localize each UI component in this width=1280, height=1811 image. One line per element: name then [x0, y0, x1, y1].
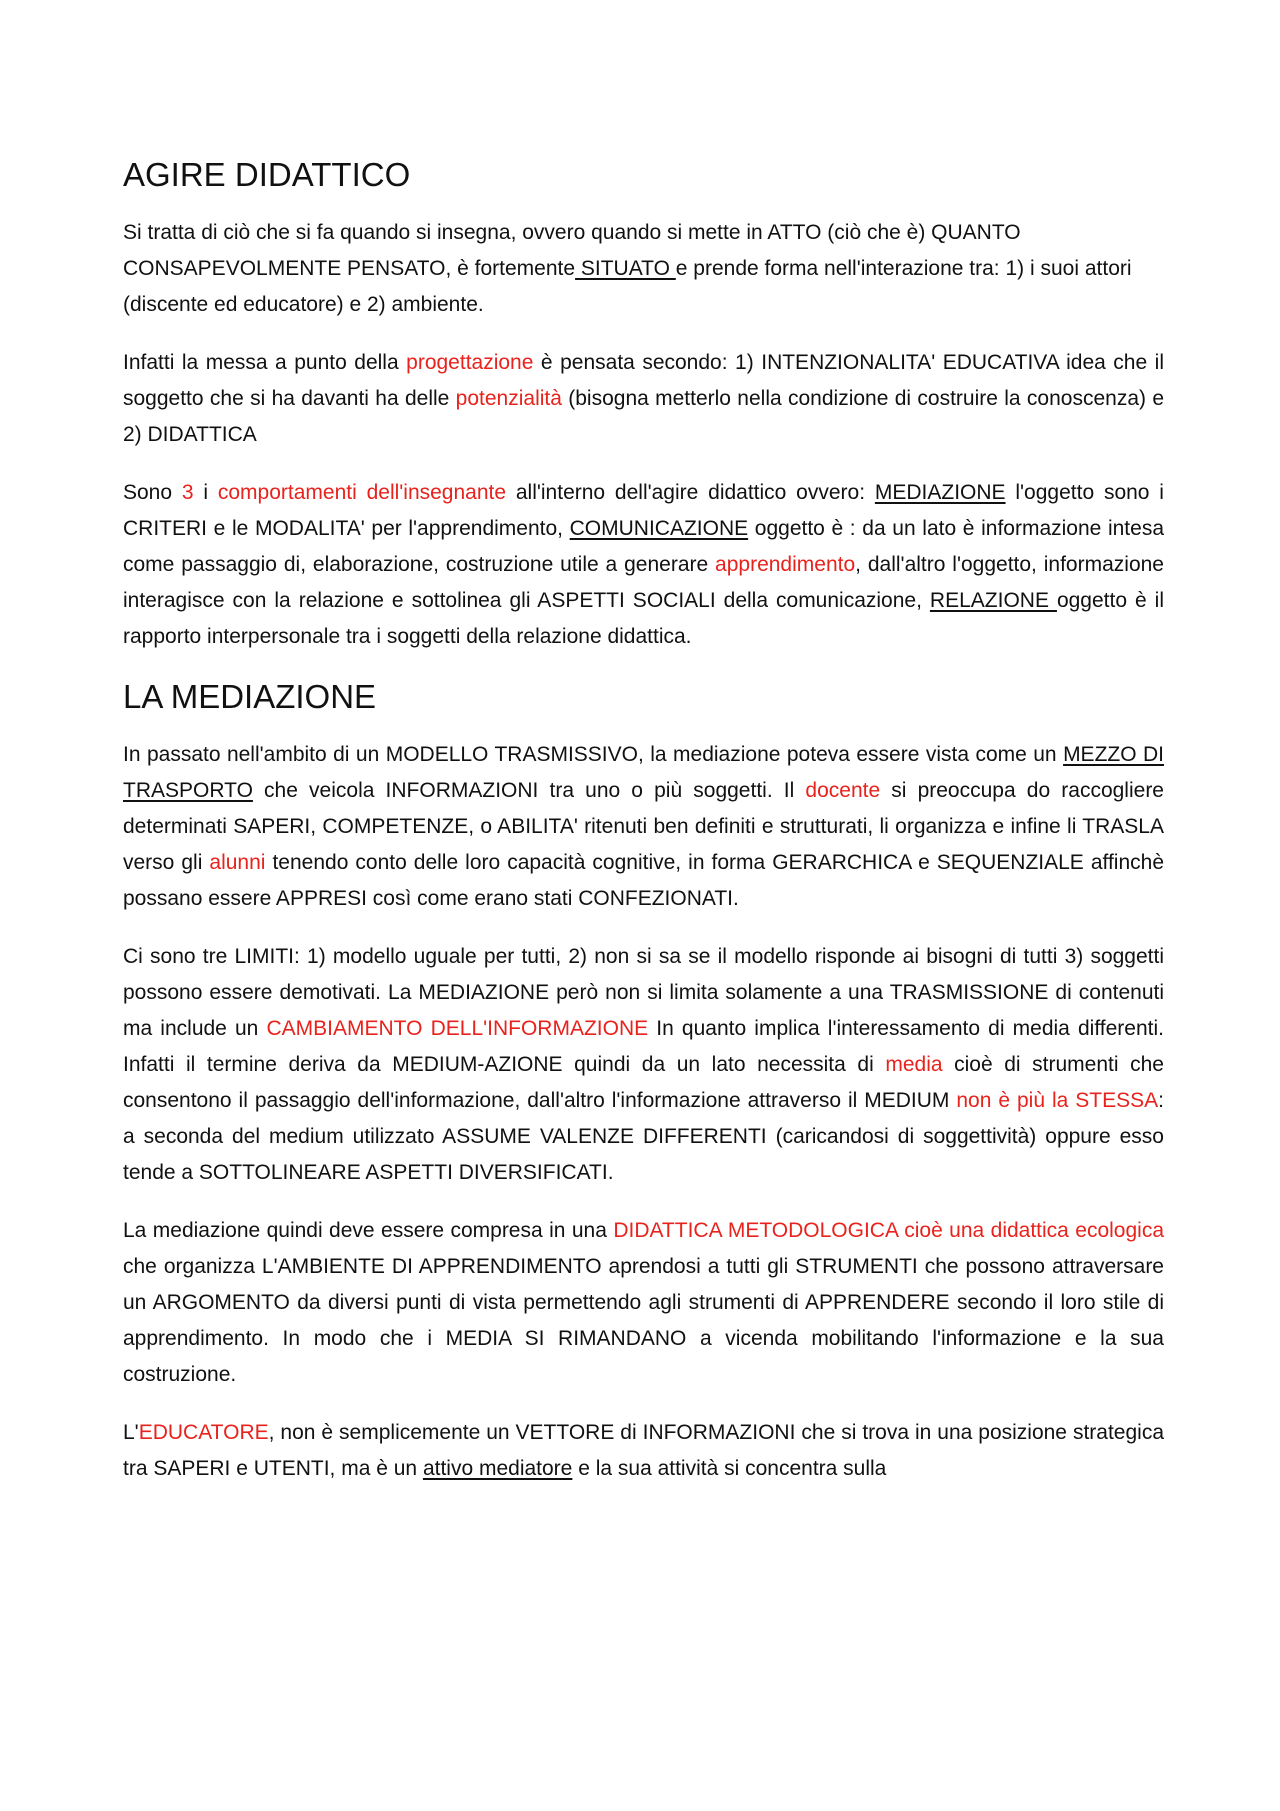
text-run: Sono	[123, 481, 182, 504]
text-run: all'interno dell'agire didattico ovvero:	[506, 481, 875, 504]
highlighted-term: apprendimento	[715, 553, 856, 576]
highlighted-term: comportamenti dell'insegnante	[217, 481, 507, 504]
text-run: si preoccupa do raccogliere determinati SAPERI, COMPETENZE, o ABILITA' ritenuti ben definiti e strutturati, li organizza e infine li TRASLA verso gli	[123, 779, 1164, 874]
heading-agire-didattico: AGIRE DIDATTICO	[123, 156, 411, 193]
text-run: , non è semplicemente un VETTORE di INFORMAZIONI che si trova in una posizione strategica tra SAPERI e UTENTI, ma è un	[123, 1421, 1164, 1480]
text-run: In quanto implica l'interessamento di media differenti. Infatti il termine deriva da MEDIUM-AZIONE quindi da un lato necessita di	[123, 1017, 1164, 1076]
underlined-term: SITUATO	[575, 257, 676, 280]
text-run: che organizza L'AMBIENTE DI APPRENDIMENTO aprendosi a tutti gli STRUMENTI che possono attraversare un ARGOMENTO da diversi punti di vista permettendo agli strumenti di APPRENDERE secondo il loro stile di apprendimento. In modo che i MEDIA SI RIMANDANO a vicenda mobilitando l'informazione e la sua costruzione.	[123, 1255, 1164, 1386]
text-run: La mediazione quindi deve essere compresa in una	[123, 1219, 614, 1242]
text-run: è pensata secondo: 1) INTENZIONALITA' EDUCATIVA idea che il soggetto che si ha davanti ha delle	[123, 351, 1164, 410]
paragraph-didattica-metodologica	[123, 1213, 1164, 1393]
text-run: , dall'altro l'oggetto, informazione interagisce con la relazione e sottolinea gli ASPETTI SOCIALI della comunicazione,	[123, 553, 1164, 612]
underlined-term: attivo mediatore	[422, 1457, 573, 1480]
highlighted-term: DIDATTICA METODOLOGICA cioè una didattica ecologica	[613, 1219, 1165, 1242]
paragraph-comportamenti	[123, 475, 1164, 655]
text-run: tenendo conto delle loro capacità cognitive, in forma GERARCHICA e SEQUENZIALE affinchè possano essere APPRESI così come erano stati CONFEZIONATI.	[123, 851, 1164, 910]
text-run: Si tratta di ciò che si fa quando si insegna, ovvero quando si mette in ATTO (ciò che è) QUANTO CONSAPEVOLMENTE PENSATO, è fortemente	[123, 221, 1021, 280]
highlighted-term: media	[885, 1053, 943, 1076]
text-run: i	[193, 481, 218, 504]
underlined-term: RELAZIONE	[929, 589, 1057, 612]
text-run: oggetto è : da un lato è informazione intesa come passaggio di, elaborazione, costruzione utile a generare	[123, 517, 1165, 576]
underlined-term: COMUNICAZIONE	[569, 517, 749, 540]
text-run: che veicola INFORMAZIONI tra uno o più soggetti. Il	[252, 779, 806, 802]
highlighted-term: progettazione	[406, 351, 534, 374]
highlighted-term: CAMBIAMENTO DELL'INFORMAZIONE	[266, 1017, 649, 1040]
heading-la-mediazione: LA MEDIAZIONE	[123, 678, 377, 715]
text-run: Ci sono tre LIMITI: 1) modello uguale per tutti, 2) non si sa se il modello risponde ai bisogni di tutti 3) soggetti possono essere demotivati. La MEDIAZIONE però non si limita solamente a una TRASMISSIONE di contenuti ma include un	[123, 945, 1164, 1040]
text-run: e prende forma nell'interazione tra: 1) i suoi attori (discente ed educatore) e 2) ambiente.	[123, 257, 1132, 316]
highlighted-term: 3	[181, 481, 194, 504]
highlighted-term: non è più la STESSA	[956, 1089, 1159, 1112]
highlighted-term: docente	[805, 779, 881, 802]
text-run: oggetto è il rapporto interpersonale tra i soggetti della relazione didattica.	[123, 589, 1164, 648]
highlighted-term: EDUCATORE	[138, 1421, 269, 1444]
underlined-term: MEDIAZIONE	[874, 481, 1006, 504]
text-run: L'	[123, 1421, 139, 1444]
underlined-term: MEZZO DI TRASPORTO	[123, 743, 1164, 802]
paragraph-definition	[123, 215, 1164, 323]
text-run: (bisogna metterlo nella condizione di costruire la conoscenza) e 2) DIDATTICA	[123, 387, 1164, 446]
highlighted-term: alunni	[209, 851, 266, 874]
text-run: l'oggetto sono i CRITERI e le MODALITA' per l'apprendimento,	[123, 481, 1164, 540]
paragraph-limiti	[123, 939, 1164, 1191]
highlighted-term: potenzialità	[455, 387, 562, 410]
text-run: : a seconda del medium utilizzato ASSUME VALENZE DIFFERENTI (caricandosi di soggettività) oppure esso tende a SOTTOLINEARE ASPETTI DIVERSIFICATI.	[123, 1089, 1164, 1184]
paragraph-educatore	[123, 1415, 1164, 1487]
text-run: Infatti la messa a punto della	[123, 351, 407, 374]
paragraph-modello-trasmissivo	[123, 737, 1164, 917]
paragraph-progettazione	[123, 345, 1164, 453]
text-run: e la sua attività si concentra sulla	[572, 1457, 887, 1480]
text-run: cioè di strumenti che consentono il passaggio dell'informazione, dall'altro l'informazione attraverso il MEDIUM	[123, 1053, 1164, 1112]
text-run: In passato nell'ambito di un MODELLO TRASMISSIVO, la mediazione poteva essere vista come un	[123, 743, 1064, 766]
